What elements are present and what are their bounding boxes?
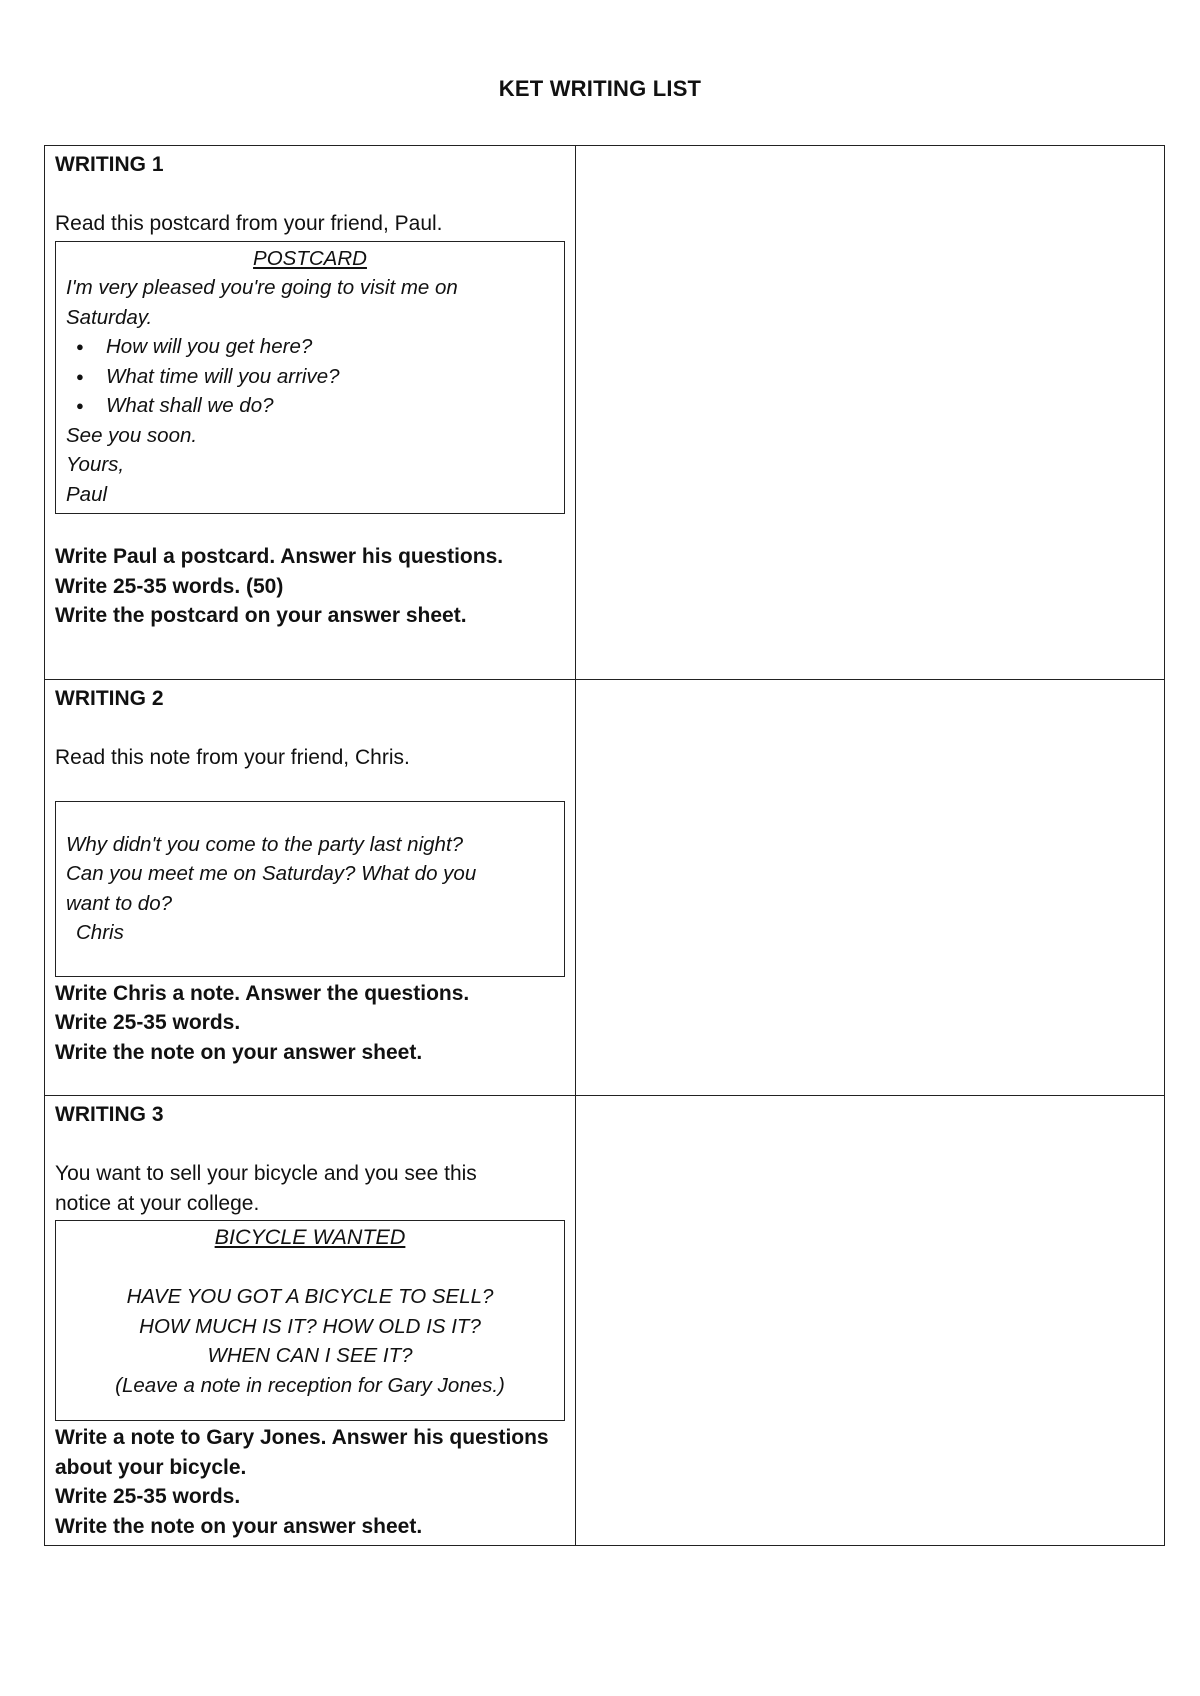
writing-3-intro: notice at your college. [55,1191,260,1215]
postcard-line: Saturday. [66,305,153,329]
writing-2-intro: Read this note from your friend, Chris. [55,746,410,769]
notice-title: BICYCLE WANTED [214,1225,406,1249]
writing-3-task-cell [45,1096,576,1546]
writing-3-instruction: Write a note to Gary Jones. Answer his questions [55,1426,549,1449]
writing-3-heading: WRITING 3 [55,1103,164,1126]
writing-3-instruction: Write 25-35 words. [55,1485,241,1508]
postcard-question: ● What time will you arrive? [106,362,554,392]
writing-3-intro: You want to sell your bicycle and you see this [55,1162,477,1185]
writing-1-heading: WRITING 1 [55,153,164,176]
note-line: Can you meet me on Saturday? What do you [66,862,477,885]
note-line: want to do? [66,891,172,915]
writing-3-answer-cell[interactable] [576,1096,1165,1546]
writing-list-table [44,145,1165,1546]
note-line: Why didn't you come to the party last night? [66,832,464,856]
writing-1-instruction: Write Paul a postcard. Answer his questions. [55,545,504,568]
notice-box [55,1220,565,1421]
table-row [45,146,1165,680]
postcard-question: ● What shall we do? [106,391,554,421]
writing-1-answer-cell[interactable] [576,146,1165,680]
writing-2-instruction: Write Chris a note. Answer the questions. [55,981,470,1005]
writing-2-task-cell [45,680,576,1096]
note-box [55,801,565,977]
postcard-title: POSTCARD [253,246,367,270]
postcard-questions [66,332,554,421]
notice-line: (Leave a note in reception for Gary Jones.) [115,1373,505,1397]
postcard-signature: Paul [66,482,108,506]
writing-1-instruction: Write the postcard on your answer sheet. [55,604,467,627]
writing-3-instruction: Write the note on your answer sheet. [55,1514,423,1538]
notice-line: HOW MUCH IS IT? HOW OLD IS IT? [139,1314,481,1338]
postcard-line: See you soon. [66,423,198,447]
postcard-line: I'm very pleased you're going to visit me on [66,276,458,299]
page-title: KET WRITING LIST [498,76,702,101]
notice-line: WHEN CAN I SEE IT? [207,1344,413,1367]
postcard-box [55,241,565,515]
writing-1-intro: Read this postcard from your friend, Paul. [55,212,443,235]
writing-1-task-cell [45,146,576,680]
writing-3-instruction: about your bicycle. [55,1455,247,1479]
writing-2-instruction: Write 25-35 words. [55,1011,241,1034]
note-signature: Chris [76,921,124,944]
writing-2-answer-cell[interactable] [576,680,1165,1096]
postcard-line: Yours, [66,453,125,476]
table-row [45,680,1165,1096]
postcard-question: ● How will you get here? [106,332,554,362]
writing-2-heading: WRITING 2 [55,687,164,710]
writing-2-instruction: Write the note on your answer sheet. [55,1040,423,1064]
writing-1-instruction: Write 25-35 words. (50) [55,574,284,598]
table-row [45,1096,1165,1546]
notice-line: HAVE YOU GOT A BICYCLE TO SELL? [126,1285,494,1308]
